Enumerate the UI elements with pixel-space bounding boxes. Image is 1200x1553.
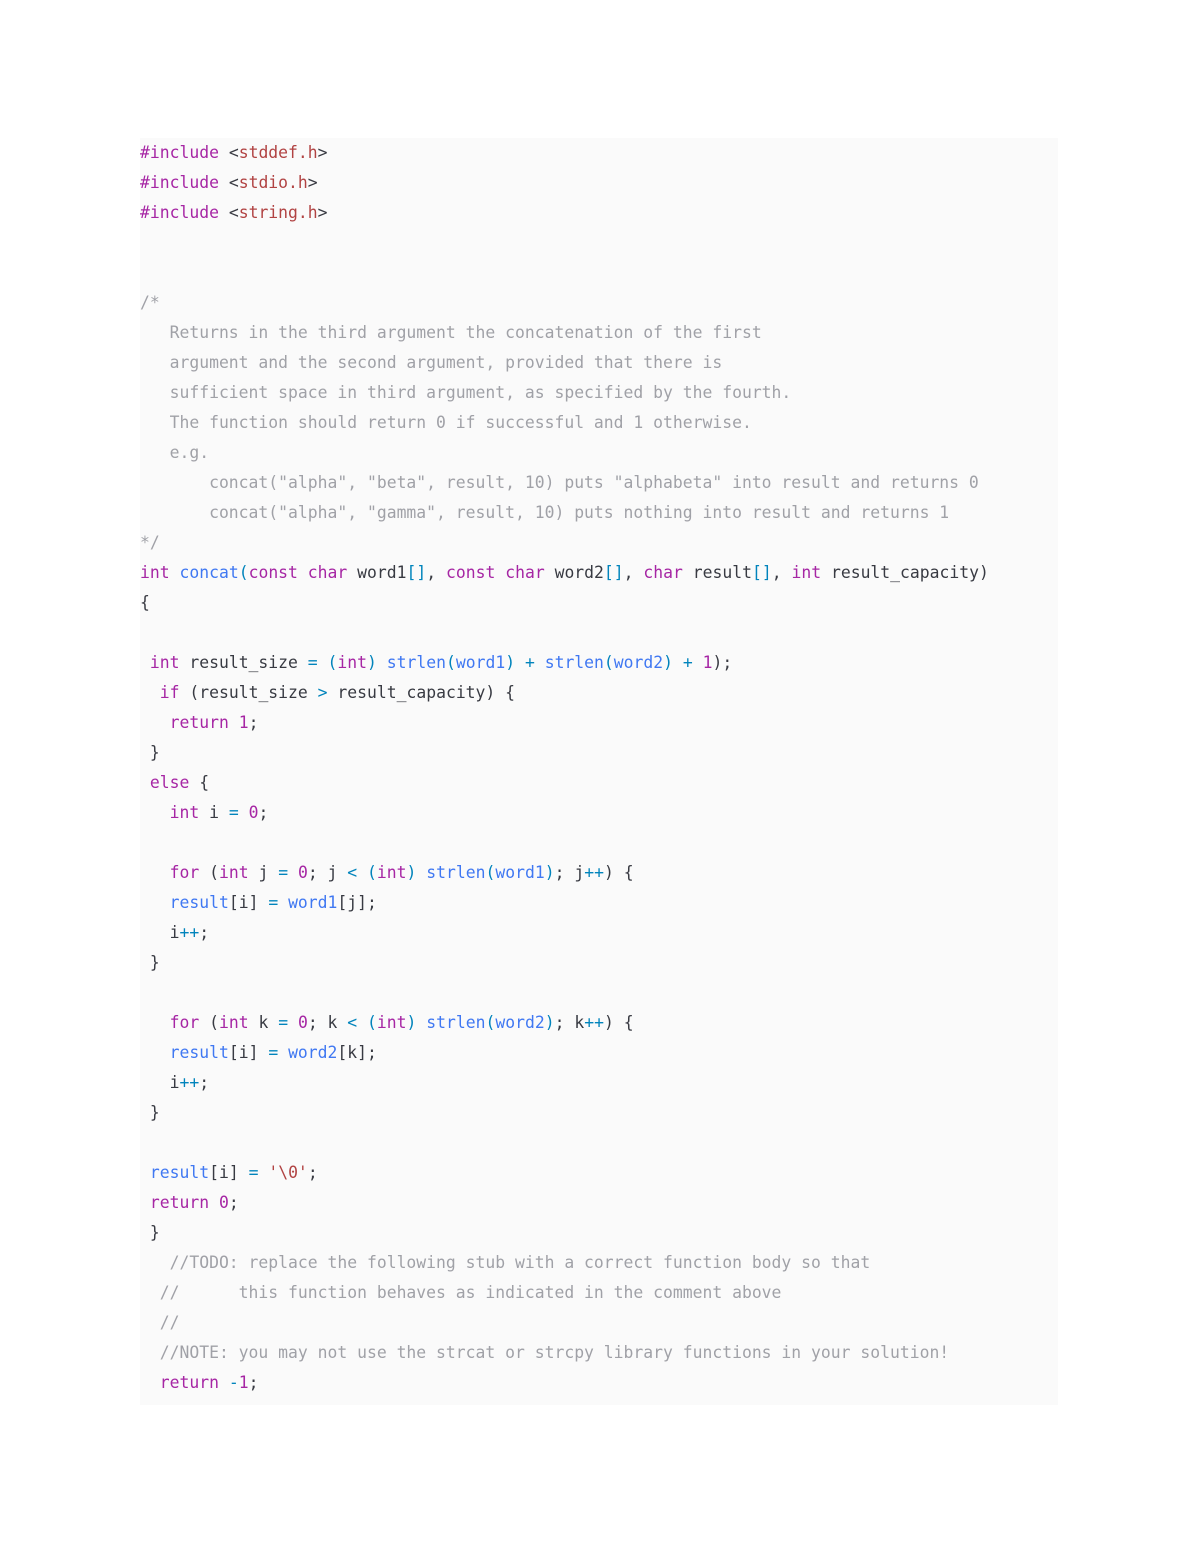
code-token: The function should return 0 if successful and 1 otherwise. — [140, 413, 752, 432]
code-token: int — [140, 563, 170, 582]
code-token: ) { — [603, 863, 634, 882]
code-token: ; j — [307, 863, 348, 882]
code-line — [140, 1308, 179, 1338]
code-token: e.g. — [140, 443, 210, 462]
code-token: ( — [238, 563, 249, 582]
code-token: 0 — [297, 863, 308, 882]
code-token: [i] — [209, 1163, 249, 1182]
code-token: 0 — [248, 803, 259, 822]
code-token: word2 — [544, 563, 604, 582]
code-token: strlen — [426, 863, 486, 882]
code-token — [298, 563, 308, 582]
code-token: 0 — [218, 1193, 229, 1212]
code-token: string.h — [238, 203, 318, 222]
code-token: return — [159, 1373, 219, 1392]
code-token: < — [347, 1013, 358, 1032]
code-token: 1 — [238, 1373, 249, 1392]
code-token: result — [169, 893, 229, 912]
code-token: > — [317, 143, 328, 162]
code-token — [140, 893, 170, 912]
code-line — [140, 1248, 870, 1278]
code-line — [140, 198, 328, 228]
code-token: word1 — [347, 563, 407, 582]
code-token — [140, 683, 160, 702]
code-token: concat("alpha", "gamma", result, 10) puts nothing into result and returns 1 — [140, 503, 950, 522]
code-line — [140, 1338, 949, 1368]
code-token: strlen — [544, 653, 604, 672]
code-token: #include — [140, 203, 219, 222]
code-token: , — [426, 563, 446, 582]
code-line — [140, 1188, 239, 1218]
code-token — [219, 203, 229, 222]
code-token: ) { — [603, 1013, 634, 1032]
code-token — [239, 803, 249, 822]
code-token: { — [189, 773, 210, 792]
code-token: result_size — [179, 653, 308, 672]
code-token — [140, 1193, 150, 1212]
code-line — [140, 438, 209, 468]
code-token: concat("alpha", "beta", result, 10) puts "alphabeta" into result and returns 0 — [140, 473, 979, 492]
code-token: = — [268, 893, 279, 912]
code-token: i — [140, 923, 180, 942]
code-token: ); — [712, 653, 733, 672]
code-token: } — [140, 953, 160, 972]
code-token — [209, 1193, 219, 1212]
code-token: word1 — [455, 653, 506, 672]
code-line — [140, 378, 791, 408]
code-line — [140, 1158, 318, 1188]
code-token: ( — [327, 653, 338, 672]
code-token: [] — [603, 563, 624, 582]
code-token: ; — [199, 923, 210, 942]
code-token: = — [278, 1013, 289, 1032]
code-token: word1 — [495, 863, 545, 882]
code-token — [357, 863, 367, 882]
code-token: 1 — [238, 713, 249, 732]
code-token: > — [317, 203, 328, 222]
code-token: , — [623, 563, 644, 582]
code-token: char — [643, 563, 683, 582]
code-token: for — [169, 1013, 200, 1032]
code-token: // — [140, 1313, 180, 1332]
code-line — [140, 468, 979, 498]
code-token — [140, 1373, 160, 1392]
code-token: j — [248, 863, 279, 882]
code-block — [140, 138, 1058, 1405]
code-token: const — [248, 563, 298, 582]
code-token: 0 — [297, 1013, 308, 1032]
code-token: result_capacity) — [821, 563, 989, 582]
code-line — [140, 288, 160, 318]
code-line — [140, 168, 318, 198]
code-token: 1 — [702, 653, 713, 672]
code-token: stddef.h — [238, 143, 318, 162]
code-token — [219, 173, 229, 192]
code-token — [535, 653, 545, 672]
code-token: word2 — [613, 653, 664, 672]
code-token: ) — [544, 1013, 555, 1032]
code-token: ++ — [179, 1073, 200, 1092]
code-token: } — [140, 743, 160, 762]
code-token: + — [682, 653, 693, 672]
code-token: < — [228, 173, 239, 192]
code-token: ( — [199, 863, 219, 882]
code-line — [140, 498, 949, 528]
code-token: int — [218, 1013, 249, 1032]
code-token: int — [376, 863, 407, 882]
code-token — [288, 1013, 298, 1032]
code-line — [140, 1098, 160, 1128]
code-token — [416, 1013, 426, 1032]
code-token: [i] — [228, 893, 269, 912]
code-line — [140, 768, 209, 798]
code-line — [140, 678, 515, 708]
code-token: result — [682, 563, 752, 582]
code-token: ( — [485, 863, 496, 882]
code-token: i — [140, 1073, 180, 1092]
code-token: strlen — [386, 653, 446, 672]
code-token: ; — [307, 1163, 318, 1182]
code-line — [140, 798, 268, 828]
code-token: { — [140, 593, 150, 612]
code-token: concat — [179, 563, 239, 582]
code-token: > — [307, 173, 318, 192]
code-token — [170, 563, 180, 582]
code-line — [140, 1278, 781, 1308]
code-token: sufficient space in third argument, as specified by the fourth. — [140, 383, 792, 402]
code-token: if — [159, 683, 180, 702]
code-token: return — [169, 713, 229, 732]
code-token: word1 — [288, 893, 338, 912]
code-token — [229, 713, 239, 732]
code-token: = — [278, 863, 289, 882]
code-line — [140, 588, 150, 618]
code-token: - — [228, 1373, 239, 1392]
code-token: + — [524, 653, 535, 672]
code-token — [495, 563, 505, 582]
code-token: ; — [248, 713, 259, 732]
code-token: char — [307, 563, 348, 582]
code-token: for — [169, 863, 200, 882]
code-token: int — [337, 653, 368, 672]
code-line — [140, 858, 634, 888]
code-token: k — [248, 1013, 279, 1032]
code-token: = — [248, 1163, 259, 1182]
code-token: ) — [367, 653, 377, 672]
code-line — [140, 648, 732, 678]
code-token: ) — [505, 653, 516, 672]
code-token: ; k — [307, 1013, 348, 1032]
code-token — [219, 143, 229, 162]
code-token: int — [169, 803, 200, 822]
code-token: #include — [140, 173, 219, 192]
code-token: , — [771, 563, 792, 582]
code-token: ( — [445, 653, 456, 672]
code-token — [140, 863, 170, 882]
code-token: ) — [406, 1013, 417, 1032]
code-token: char — [505, 563, 545, 582]
code-token — [140, 713, 170, 732]
code-token: [j]; — [337, 893, 377, 912]
code-token — [357, 1013, 367, 1032]
code-token: = — [307, 653, 318, 672]
code-token: ) — [406, 863, 417, 882]
code-token: #include — [140, 143, 219, 162]
code-token: argument and the second argument, provided that there is — [140, 353, 723, 372]
code-token: ( — [603, 653, 614, 672]
code-line — [140, 708, 258, 738]
code-token: > — [317, 683, 328, 702]
code-token — [416, 863, 426, 882]
code-token — [140, 1163, 150, 1182]
code-token: ) — [663, 653, 674, 672]
code-token: [i] — [228, 1043, 269, 1062]
code-token — [140, 803, 170, 822]
code-token: word2 — [288, 1043, 338, 1062]
code-token: < — [228, 203, 239, 222]
code-token — [278, 893, 288, 912]
code-token: int — [218, 863, 249, 882]
code-line — [140, 408, 752, 438]
code-token: Returns in the third argument the concatenation of the first — [140, 323, 762, 342]
code-line — [140, 738, 160, 768]
code-token: ( — [367, 1013, 377, 1032]
code-token — [140, 1043, 170, 1062]
code-token — [140, 653, 150, 672]
code-token — [258, 1163, 268, 1182]
code-token: ; — [258, 803, 269, 822]
code-line — [140, 138, 328, 168]
code-token: ) — [544, 863, 555, 882]
code-line — [140, 558, 989, 588]
code-token: ; k — [554, 1013, 585, 1032]
code-token: // this function behaves as indicated in the comment above — [140, 1283, 782, 1302]
code-line — [140, 318, 762, 348]
code-token: ; — [228, 1193, 239, 1212]
code-token: [] — [751, 563, 772, 582]
code-token — [673, 653, 683, 672]
code-token — [515, 653, 525, 672]
code-token: int — [149, 653, 180, 672]
code-token: */ — [140, 533, 160, 552]
code-line — [140, 1038, 377, 1068]
code-token: //TODO: replace the following stub with a correct function body so that — [140, 1253, 871, 1272]
code-token: int — [791, 563, 822, 582]
code-line — [140, 948, 160, 978]
code-token: int — [376, 1013, 407, 1032]
code-line — [140, 888, 377, 918]
code-token: [k]; — [337, 1043, 377, 1062]
code-token: word2 — [495, 1013, 545, 1032]
code-token: ; — [248, 1373, 259, 1392]
code-token — [219, 1373, 229, 1392]
code-line — [140, 1068, 209, 1098]
code-token — [693, 653, 703, 672]
code-token: result — [169, 1043, 229, 1062]
code-token: [] — [406, 563, 427, 582]
code-token: ++ — [584, 863, 604, 882]
code-token: ++ — [179, 923, 200, 942]
code-token: const — [446, 563, 496, 582]
code-token: ( — [485, 1013, 496, 1032]
code-token: < — [347, 863, 358, 882]
code-token: i — [199, 803, 229, 822]
code-token: return — [149, 1193, 210, 1212]
code-token: //NOTE: you may not use the strcat or strcpy library functions in your solution! — [140, 1343, 950, 1362]
code-token: else — [149, 773, 190, 792]
code-line — [140, 528, 160, 558]
code-token: result_capacity) { — [327, 683, 516, 702]
code-token: ++ — [584, 1013, 604, 1032]
code-token: ( — [367, 863, 377, 882]
code-token: result — [149, 1163, 210, 1182]
code-token — [288, 863, 298, 882]
code-token: stdio.h — [238, 173, 308, 192]
code-token — [318, 653, 328, 672]
code-token — [140, 1013, 170, 1032]
code-token: '\0' — [268, 1163, 308, 1182]
code-token: (result_size — [179, 683, 318, 702]
code-line — [140, 1368, 258, 1398]
code-line — [140, 1008, 634, 1038]
code-token: ; — [199, 1073, 210, 1092]
code-line — [140, 348, 722, 378]
code-token — [140, 773, 150, 792]
code-token: = — [268, 1043, 279, 1062]
code-token: /* — [140, 293, 160, 312]
code-token — [377, 653, 387, 672]
code-token: } — [140, 1103, 160, 1122]
code-token: < — [228, 143, 239, 162]
code-token: strlen — [426, 1013, 486, 1032]
code-line — [140, 1218, 160, 1248]
code-token: ( — [199, 1013, 219, 1032]
code-token: } — [140, 1223, 160, 1242]
code-line — [140, 918, 209, 948]
code-token — [278, 1043, 288, 1062]
code-token: ; j — [554, 863, 585, 882]
code-token: = — [228, 803, 239, 822]
